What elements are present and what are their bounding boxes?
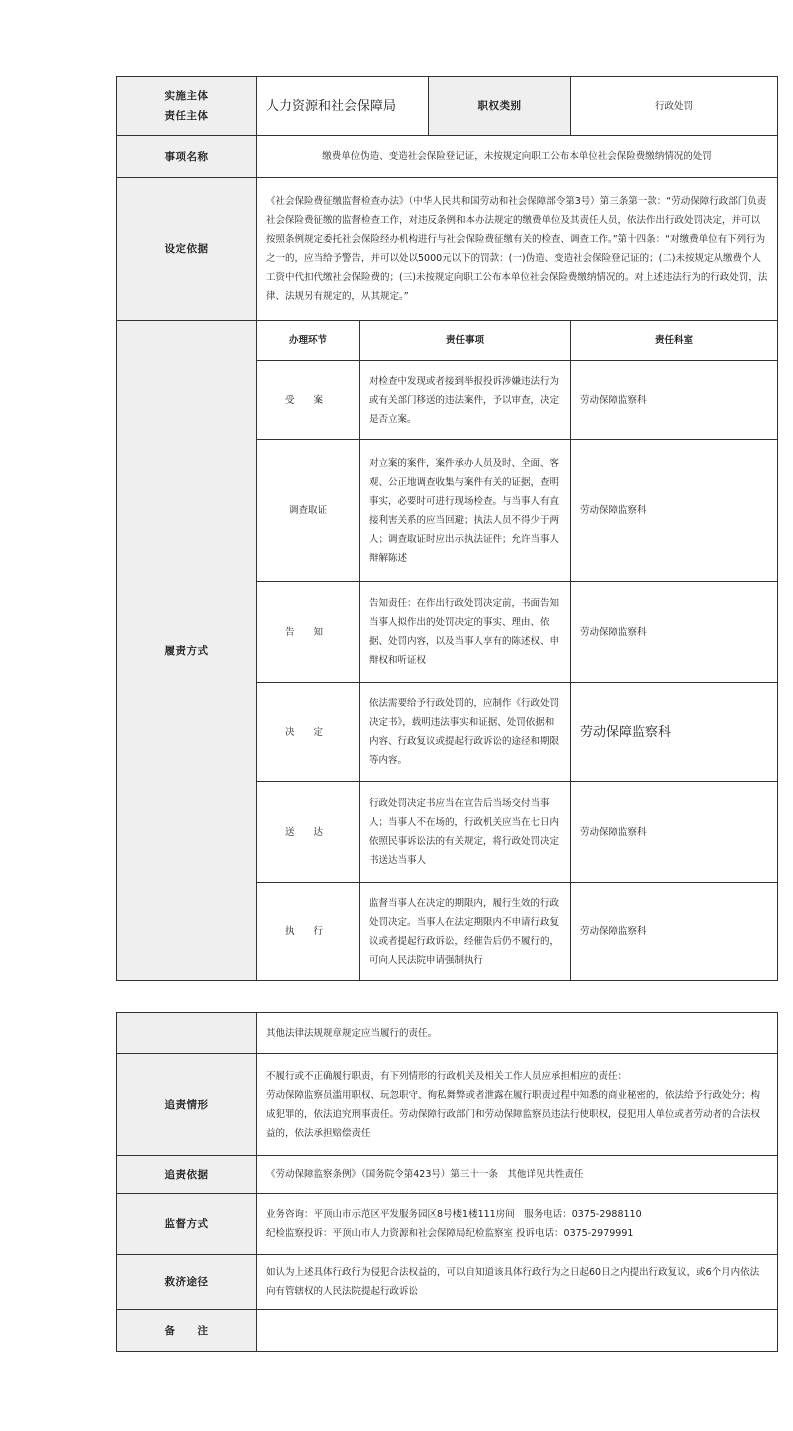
supervision-value	[257, 1194, 778, 1255]
duty-dept: 劳动保障监察科	[571, 883, 778, 981]
duty-desc: 告知责任：在作出行政处罚决定前，书面告知当事人拟作出的处罚决定的事实、理由、依据、处罚内容，以及当事人享有的陈述权、申辩权和听证权	[360, 582, 571, 683]
subject-label-cell	[117, 77, 257, 136]
col-header-dept: 责任科室	[571, 321, 778, 361]
accountability-label: 追责情形	[117, 1054, 257, 1156]
remark-label: 备 注	[117, 1310, 257, 1352]
remedy-value: 如认为上述具体行政行为侵犯合法权益的，可以自知道该具体行政行为之日起60日之内提出行政复议，或6个月内依法向有管辖权的人民法院提起行政诉讼	[257, 1255, 778, 1310]
item-name-row	[117, 136, 778, 178]
accountability-line-1: 不履行或不正确履行职责，有下列情形的行政机关及相关工作人员应承担相应的责任：	[266, 1070, 628, 1082]
col-header-matter: 责任事项	[360, 321, 571, 361]
basis-row	[117, 1156, 778, 1194]
duty-desc: 监督当事人在决定的期限内，履行生效的行政处罚决定。当事人在法定期限内不申请行政复议或者提起行政诉讼，经催告后仍不履行的，可向人民法院申请强制执行	[360, 883, 571, 981]
duty-dept: 劳动保障监察科	[571, 582, 778, 683]
remark-row	[117, 1310, 778, 1352]
accountability-table	[116, 1012, 778, 1352]
legal-basis-row	[117, 178, 778, 321]
power-list-table	[116, 76, 778, 981]
col-header-step: 办理环节	[257, 321, 360, 361]
subject-row	[117, 77, 778, 136]
supervision-line-1: 业务咨询：平顶山市示范区平发服务园区8号楼1楼111房间 服务电话：0375-2988110	[266, 1209, 642, 1220]
duty-desc: 对检查中发现或者接到举报投诉涉嫌违法行为或有关部门移送的违法案件，予以审查，决定是否立案。	[360, 361, 571, 440]
duty-dept: 劳动保障监察科	[571, 782, 778, 883]
category-label: 职权类别	[429, 77, 571, 136]
accountability-value	[257, 1054, 778, 1156]
category-value: 行政处罚	[571, 77, 778, 136]
basis-value: 《劳动保障监察条例》（国务院令第423号）第三十一条 其他详见共性责任	[257, 1156, 778, 1194]
supervision-label: 监督方式	[117, 1194, 257, 1255]
responsible-subject-label: 责任主体	[164, 110, 209, 122]
duty-step: 决 定	[257, 683, 360, 782]
accountability-line-2: 劳动保障监察员滥用职权、玩忽职守、徇私舞弊或者泄露在履行职责过程中知悉的商业秘密的，依法给予行政处分；构成犯罪的，依法追究刑事责任。劳动保障行政部门和劳动保障监察员违法行使职权，侵犯用人单位或者劳动者的合法权益的，依法承担赔偿责任	[266, 1089, 761, 1139]
accountability-row	[117, 1054, 778, 1156]
duty-step: 告 知	[257, 582, 360, 683]
legal-basis-value: 《社会保险费征缴监督检查办法》（中华人民共和国劳动和社会保障部令第3号）第三条第一款：“劳动保障行政部门负责社会保险费征缴的监督检查工作，对违反条例和本办法规定的缴费单位及其责任人员，依法作出行政处罚决定，并可以按照条例规定委托社会保险经办机构进行与社会保险费征缴有关的检查、调查工作。”第十四条：“对缴费单位有下列行为之一的，应当给予警告，并可以处以5000元以下的罚款：(一)伪造、变造社会保险登记证的；(二)未按规定从缴费个人工资中代扣代缴社会保险费的；(三)未按规定向职工公布本单位社会保险费缴纳情况的。对上述违法行为的行政处罚，法律、法规另有规定的，从其规定。”	[257, 178, 778, 321]
duty-desc: 行政处罚决定书应当在宣告后当场交付当事人；当事人不在场的，行政机关应当在七日内依照民事诉讼法的有关规定，将行政处罚决定书送达当事人	[360, 782, 571, 883]
duty-step: 执 行	[257, 883, 360, 981]
duty-step: 调查取证	[257, 440, 360, 582]
duty-desc: 对立案的案件，案件承办人员及时、全面、客观、公正地调查收集与案件有关的证据，查明事实，必要时可进行现场检查。与当事人有直接利害关系的应当回避；执法人员不得少于两人；调查取证时应出示执法证件；允许当事人辩解陈述	[360, 440, 571, 582]
basis-label: 追责依据	[117, 1156, 257, 1194]
duty-step: 受 案	[257, 361, 360, 440]
supervision-line-2: 纪检监察投诉：平顶山市人力资源和社会保障局纪检监察室 投诉电话：0375-2979991	[266, 1228, 634, 1239]
duty-dept: 劳动保障监察科	[571, 440, 778, 582]
duty-label: 履责方式	[117, 321, 257, 981]
supervision-row	[117, 1194, 778, 1255]
subject-value: 人力资源和社会保障局	[257, 77, 429, 136]
duty-desc: 依法需要给予行政处罚的，应制作《行政处罚决定书》，载明违法事实和证据、处罚依据和内容、行政复议或提起行政诉讼的途径和期限等内容。	[360, 683, 571, 782]
empty-label-cell	[117, 1013, 257, 1054]
item-name-value: 缴费单位伪造、变造社会保险登记证，未按规定向职工公布本单位社会保险费缴纳情况的处罚	[257, 136, 778, 178]
duty-header-row	[117, 321, 778, 361]
item-name-label: 事项名称	[117, 136, 257, 178]
remedy-label: 救济途径	[117, 1255, 257, 1310]
implementing-subject-label: 实施主体	[164, 90, 209, 102]
legal-basis-label: 设定依据	[117, 178, 257, 321]
remark-value	[257, 1310, 778, 1352]
duty-step: 送 达	[257, 782, 360, 883]
duty-dept: 劳动保障监察科	[571, 361, 778, 440]
remedy-row	[117, 1255, 778, 1310]
other-duty-row	[117, 1013, 778, 1054]
other-duty-value: 其他法律法规规章规定应当履行的责任。	[257, 1013, 778, 1054]
duty-dept: 劳动保障监察科	[571, 683, 778, 782]
